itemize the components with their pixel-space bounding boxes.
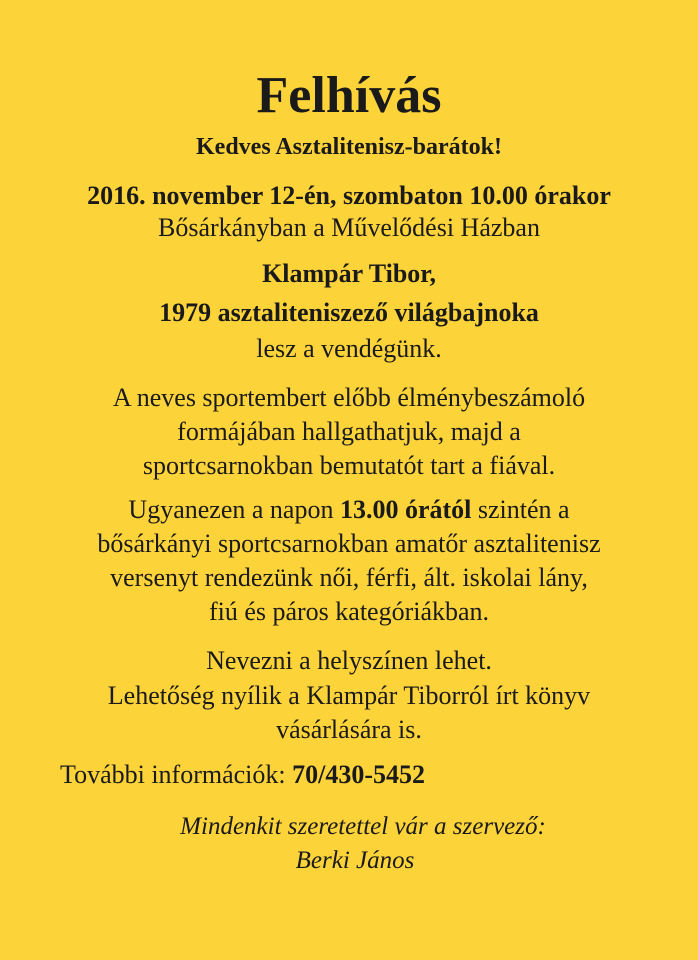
closing-line: Mindenkit szeretettel vár a szervező:: [180, 813, 546, 840]
event-venue: Bősárkányban a Művelődési Házban: [158, 213, 540, 242]
flyer-title: Felhívás: [256, 67, 442, 124]
contact-line: [60, 762, 425, 788]
paragraph2-post: szintén a: [471, 495, 570, 524]
paragraph3-line: vásárlására is.: [276, 715, 422, 744]
guest-title: 1979 asztaliteniszező világbajnoka: [159, 298, 539, 327]
paragraph2-line: versenyt rendezünk női, férfi, ált. iskolai lány,: [110, 563, 588, 592]
guest-suffix: lesz a vendégünk.: [256, 334, 442, 363]
contact-phone: 70/430-5452: [292, 760, 426, 789]
paragraph2-line: [0, 497, 698, 523]
greeting: Kedves Asztalitenisz-barátok!: [196, 134, 502, 160]
paragraph1-line: sportcsarnokban bemutatót tart a fiával.: [142, 451, 556, 480]
paragraph2-line: fiú és páros kategóriákban.: [208, 597, 490, 626]
paragraph1-line: A neves sportembert előbb élménybeszámoló: [112, 383, 586, 412]
paragraph2-line: bősárkányi sportcsarnokban amatőr asztalitenisz: [97, 529, 601, 558]
organizer-name: Berki János: [295, 847, 415, 874]
paragraph3-line: Nevezni a helyszínen lehet.: [206, 646, 492, 675]
guest-name: Klampár Tibor,: [262, 259, 436, 288]
paragraph3-line: Lehetőség nyílik a Klampár Tiborról írt könyv: [107, 681, 591, 710]
event-date: 2016. november 12-én, szombaton 10.00 órakor: [87, 181, 611, 210]
paragraph2-pre: Ugyanezen a napon: [128, 495, 340, 524]
paragraph1-line: formájában hallgathatjuk, majd a: [177, 417, 521, 446]
contact-label: További információk:: [60, 760, 293, 789]
start-time: 13.00 órától: [339, 495, 472, 524]
